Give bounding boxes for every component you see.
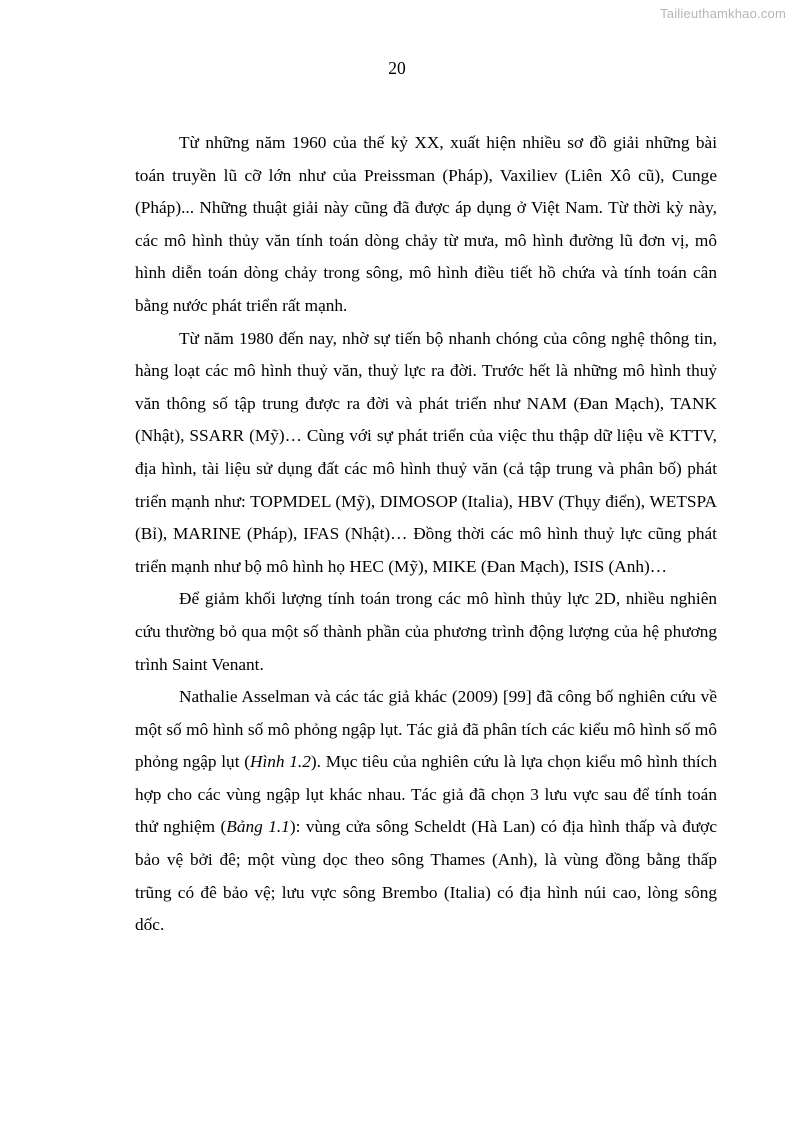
figure-reference: Hình 1.2 <box>249 752 311 772</box>
page-number: 20 <box>388 58 406 78</box>
paragraph-text: ): vùng cửa sông Scheldt (Hà Lan) có địa hình thấp và được bảo vệ bởi đê; một vùng dọc theo sông Thames (Anh), là vùng đồng bằng thấp trũng có đê bảo vệ; lưu vực sông Brembo (Italia) có địa hình núi cao, lòng sông dốc. <box>135 817 717 935</box>
paragraph <box>135 681 717 942</box>
paragraph-text: ). Mục tiêu của nghiên cứu là lựa chọn kiểu mô hình thích hợp cho các vùng ngập lụt khác nhau. Tác giả đã chọn 3 lưu vực sau để tính toán thử nghiệm ( <box>135 752 718 837</box>
paragraph: Từ những năm 1960 của thế kỷ XX, xuất hiện nhiều sơ đồ giải những bài toán truyền lũ cỡ lớn như của Preissman (Pháp), Vaxiliev (Liên Xô cũ), Cunge (Pháp)... Những thuật giải này cũng đã được áp dụng ở Việt Nam. Từ thời kỳ này, các mô hình thủy văn tính toán dòng chảy từ mưa, mô hình đường lũ đơn vị, mô hình diễn toán dòng chảy trong sông, mô hình điều tiết hồ chứa và tính toán cân bằng nước phát triển rất mạnh. <box>135 133 717 315</box>
document-body <box>135 127 717 942</box>
watermark: Tailieuthamkhao.com <box>660 6 786 21</box>
table-reference: Bảng 1.1 <box>226 817 290 837</box>
paragraph: Từ năm 1980 đến nay, nhờ sự tiến bộ nhanh chóng của công nghệ thông tin, hàng loạt các mô hình thuỷ văn, thuỷ lực ra đời. Trước hết là những mô hình thuỷ văn thông số tập trung được ra đời và phát triển như NAM (Đan Mạch), TANK (Nhật), SSARR (Mỹ)… Cùng với sự phát triển của việc thu thập dữ liệu về KTTV, địa hình, tài liệu sử dụng đất các mô hình thuỷ văn (cả tập trung và phân bố) phát triển mạnh như: TOPMDEL (Mỹ), DIMOSOP (Italia), HBV (Thụy điển), WETSPA (Bỉ), MARINE (Pháp), IFAS (Nhật)… Đồng thời các mô hình thuỷ lực cũng phát triển mạnh như bộ mô hình họ HEC (Mỹ), MIKE (Đan Mạch), ISIS (Anh)… <box>135 328 717 576</box>
paragraph-text: Nathalie Asselman và các tác giả khác (2009) [99] đã công bố nghiên cứu về một số mô hình số mô phỏng ngập lụt. Tác giả đã phân tích các kiểu mô hình số mô phỏng ngập lụt ( <box>135 687 717 772</box>
paragraph: Để giảm khối lượng tính toán trong các mô hình thủy lực 2D, nhiều nghiên cứu thường bỏ qua một số thành phần của phương trình động lượng của hệ phương trình Saint Venant. <box>135 589 717 674</box>
